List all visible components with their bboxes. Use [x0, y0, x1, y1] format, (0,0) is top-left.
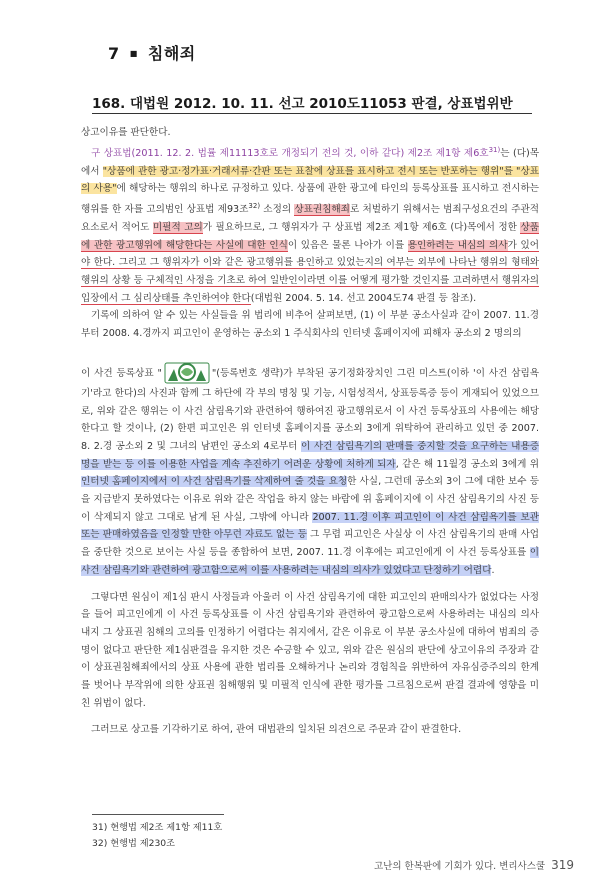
- text: 한 사실, 그런데 공소외 3이 그에 대한 보수 등을 지급받지 못하였다는 이유로 위와 같은 작업을 하지 않는 바람에 위 홈페이지에 이 사건 삼림욕기의 사진 등이 삭제되지 않고 그대로 남게 된 사실, 그밖에 아니라: [81, 476, 539, 523]
- text: 는 (다)목에서: [81, 147, 539, 177]
- spacer: [81, 712, 539, 721]
- footer-text: 고난의 한복판에 기회가 있다. 변리사스쿨: [373, 861, 546, 872]
- statute-reference: 구 상표법(2011. 12. 2. 법률 제11113호로 개정되기 전의 것, 이하 같다) 제2조 제1항 제6호: [91, 147, 489, 159]
- chapter-heading: [108, 41, 196, 64]
- text: (대법원 2004. 5. 14. 선고 2004도74 판결 등 참조).: [250, 292, 477, 304]
- text: .: [491, 564, 495, 576]
- text: 그 무렵 피고인은 사실상 이 사건 삼림욕기의 판매 사업을 중단한 것으로 보이는 사실 등을 종합하여 보면, 2007. 11.경 이후에는 피고인에게 이 사건 등록상표를: [81, 529, 539, 559]
- case-title: 168. 대법원 2012. 10. 11. 선고 2010도11053 판결, 상표법위반: [92, 96, 513, 112]
- footnote-ref-31: 31): [488, 145, 501, 154]
- text: , 같은 해 11월경 공소외 3에게 위: [395, 458, 539, 470]
- text: 그러므로 상고를 기각하기로 하여, 관여 대법관의 일치된 의견으로 주문과 같이 판결한다.: [91, 724, 462, 736]
- highlight-blue: 이 사건 삼림욕기와 관련하여 광고함으로써 이를 사용하려는 내심의 의사가 있었다고 단정하기 어렵다: [81, 547, 539, 576]
- text: "(등록번호 생략)가 부착된 공기정화장치인 그린 미스트(이하 '이 사건 삼림욕기'라고 한다)의 사진과 함께 그 하단에 각 부의 명칭 및 기능, 시험성적서, 상표등록증 등이 게재되어 있었으므로, 위와 같은 행위는 이 사건 삼림욕기와 관련하여 행하여진 광고행위로서 이 사건 등록상표의 사용에는 해당한다고 할 것이나, (2) 한편 피고인은 위 인터넷 홈페이지를 공소외 3에게 위탁하여 관리하고 있던 중 2007. 8. 2.경 공소외 2 및 그녀의 남편인 공소외 4로부터: [81, 367, 540, 452]
- spacer: [81, 580, 539, 589]
- judgment-body: [81, 124, 539, 739]
- highlight-blue: 인터넷 홈페이지에서 이 사건 삼림욕기를 삭제하여 줄 것을 요청: [81, 476, 348, 488]
- footnotes: [92, 820, 222, 851]
- highlight-pink: 상품에 관한 광고행위에 해당한다는 사실에 대한 인식: [81, 221, 539, 251]
- paragraph-2: [81, 142, 539, 308]
- paragraph-3: [81, 307, 539, 342]
- title-divider: [92, 113, 532, 114]
- text: 소정의: [260, 204, 295, 216]
- paragraph-6: [81, 721, 539, 739]
- text: 로 처벌하기 위해서는 범죄구성요건의 주관적 요소로서 적어도: [81, 204, 539, 233]
- text: 에 해당하는 행위의 하나로 규정하고 있다. 상품에 관한 광고에 타인의 등록상표를 표시하고 전시하는 행위를 한 자를 고의범인 상표법 제93조: [81, 183, 539, 216]
- footnote-ref-32: 32): [248, 202, 261, 210]
- chapter-title: 침해죄: [147, 44, 196, 63]
- text: 기록에 의하여 알 수 있는 사실들을 위 법리에 비추어 살펴보면, (1) 이 부분 공소사실과 같이 2007. 11.경부터 2008. 4.경까지 피고인이 운영하는 공소외 1 주식회사의 인터넷 홈페이지에 피해자 공소외 2 명의의: [81, 310, 539, 340]
- footnote-31: 31) 현행법 제2조 제1항 제11호: [92, 822, 223, 833]
- highlight-pink: 미필적 고의: [152, 221, 203, 233]
- highlight-pink: 상표권침해죄: [294, 204, 350, 216]
- page-number: 319: [551, 858, 574, 872]
- text: 이 사건 등록상표 ": [81, 367, 162, 379]
- text: 그렇다면 원심이 제1심 판시 사정들과 아울러 이 사건 삼림욕기에 대한 피고인의 판매의사가 없었다는 사정을 들어 피고인에게 이 사건 등록상표를 이 사건 삼림욕기와 관련하여 광고함으로써 사용하려는 내심의 의사 내지 그 상표권 침해의 고의를 인정하기 어렵다는 취지에서, 같은 이유로 이 부분 공소사실에 대하여 범죄의 증명이 없다고 판단한 제1심판결을 유지한 것은 수긍할 수 있고, 위와 같은 원심의 판단에 상고이유의 주장과 같이 상표권침해죄에서의 상표 사용에 관한 법리를 오해하거나 논리와 경험칙을 위반하여 자유심증주의의 한계를 벗어나 부작위에 의한 상표권 침해행위 및 미필적 인식에 관한 평가를 그르침으로써 판결 결과에 영향을 미친 위법이 없다.: [81, 591, 539, 709]
- text: 상고이유를 판단한다.: [81, 127, 171, 138]
- highlight-blue: 이 사건 삼림욕기의 판매를 중지할 것을 요구하는 내용증명을 받는 등 이를 이용한 사업을 계속 추진하기 어려운 상황에 처하게 되자: [81, 440, 539, 470]
- chapter-separator: ■: [129, 49, 138, 58]
- paragraph-4: [81, 361, 539, 580]
- paragraph-5: [81, 589, 539, 713]
- highlight-blue: 2007. 11.경 이후 피고인이 이 사건 삼림욕기를 보관 또는 판매하였음을 인정할 만한 아무런 자료도 없는 등: [81, 511, 539, 541]
- highlight-yellow: "상품에 관한 광고·정가표·거래서류·간판 또는 표찰에 상표를 표시하고 전시 또는 반포하는 행위"를 "상표의 사용": [81, 165, 540, 195]
- footnote-divider: [92, 814, 224, 815]
- footnote-32: 32) 현행법 제230조: [92, 837, 176, 849]
- text: 이 있음은 물론 나아가 이를: [287, 239, 408, 251]
- paragraph-1: [81, 124, 539, 142]
- text: 가 필요하므로, 그 행위자가 구 상표법 제2조 제1항 제6호 (다)목에서 정한: [202, 221, 521, 233]
- highlight-pink: 용인하려는 내심의 의사: [407, 239, 508, 251]
- underlined-text: 가 있어야 한다. 그리고 그 행위자가 이와 같은 광고행위를 용인하고 있었는지의 여부는 외부에 나타난 행위의 형태와 행위의 상황 등 구체적인 사정을 기초로 하여 일반인이라면 이를 어떻게 평가할 것인지를 고려하면서 행위자의 입장에서 그 심리상태를 추인하여야 한다: [81, 239, 539, 304]
- spacer: [81, 343, 539, 361]
- trademark-logo-icon: [164, 361, 210, 385]
- page-footer: [374, 858, 574, 872]
- chapter-number: 7: [108, 44, 120, 63]
